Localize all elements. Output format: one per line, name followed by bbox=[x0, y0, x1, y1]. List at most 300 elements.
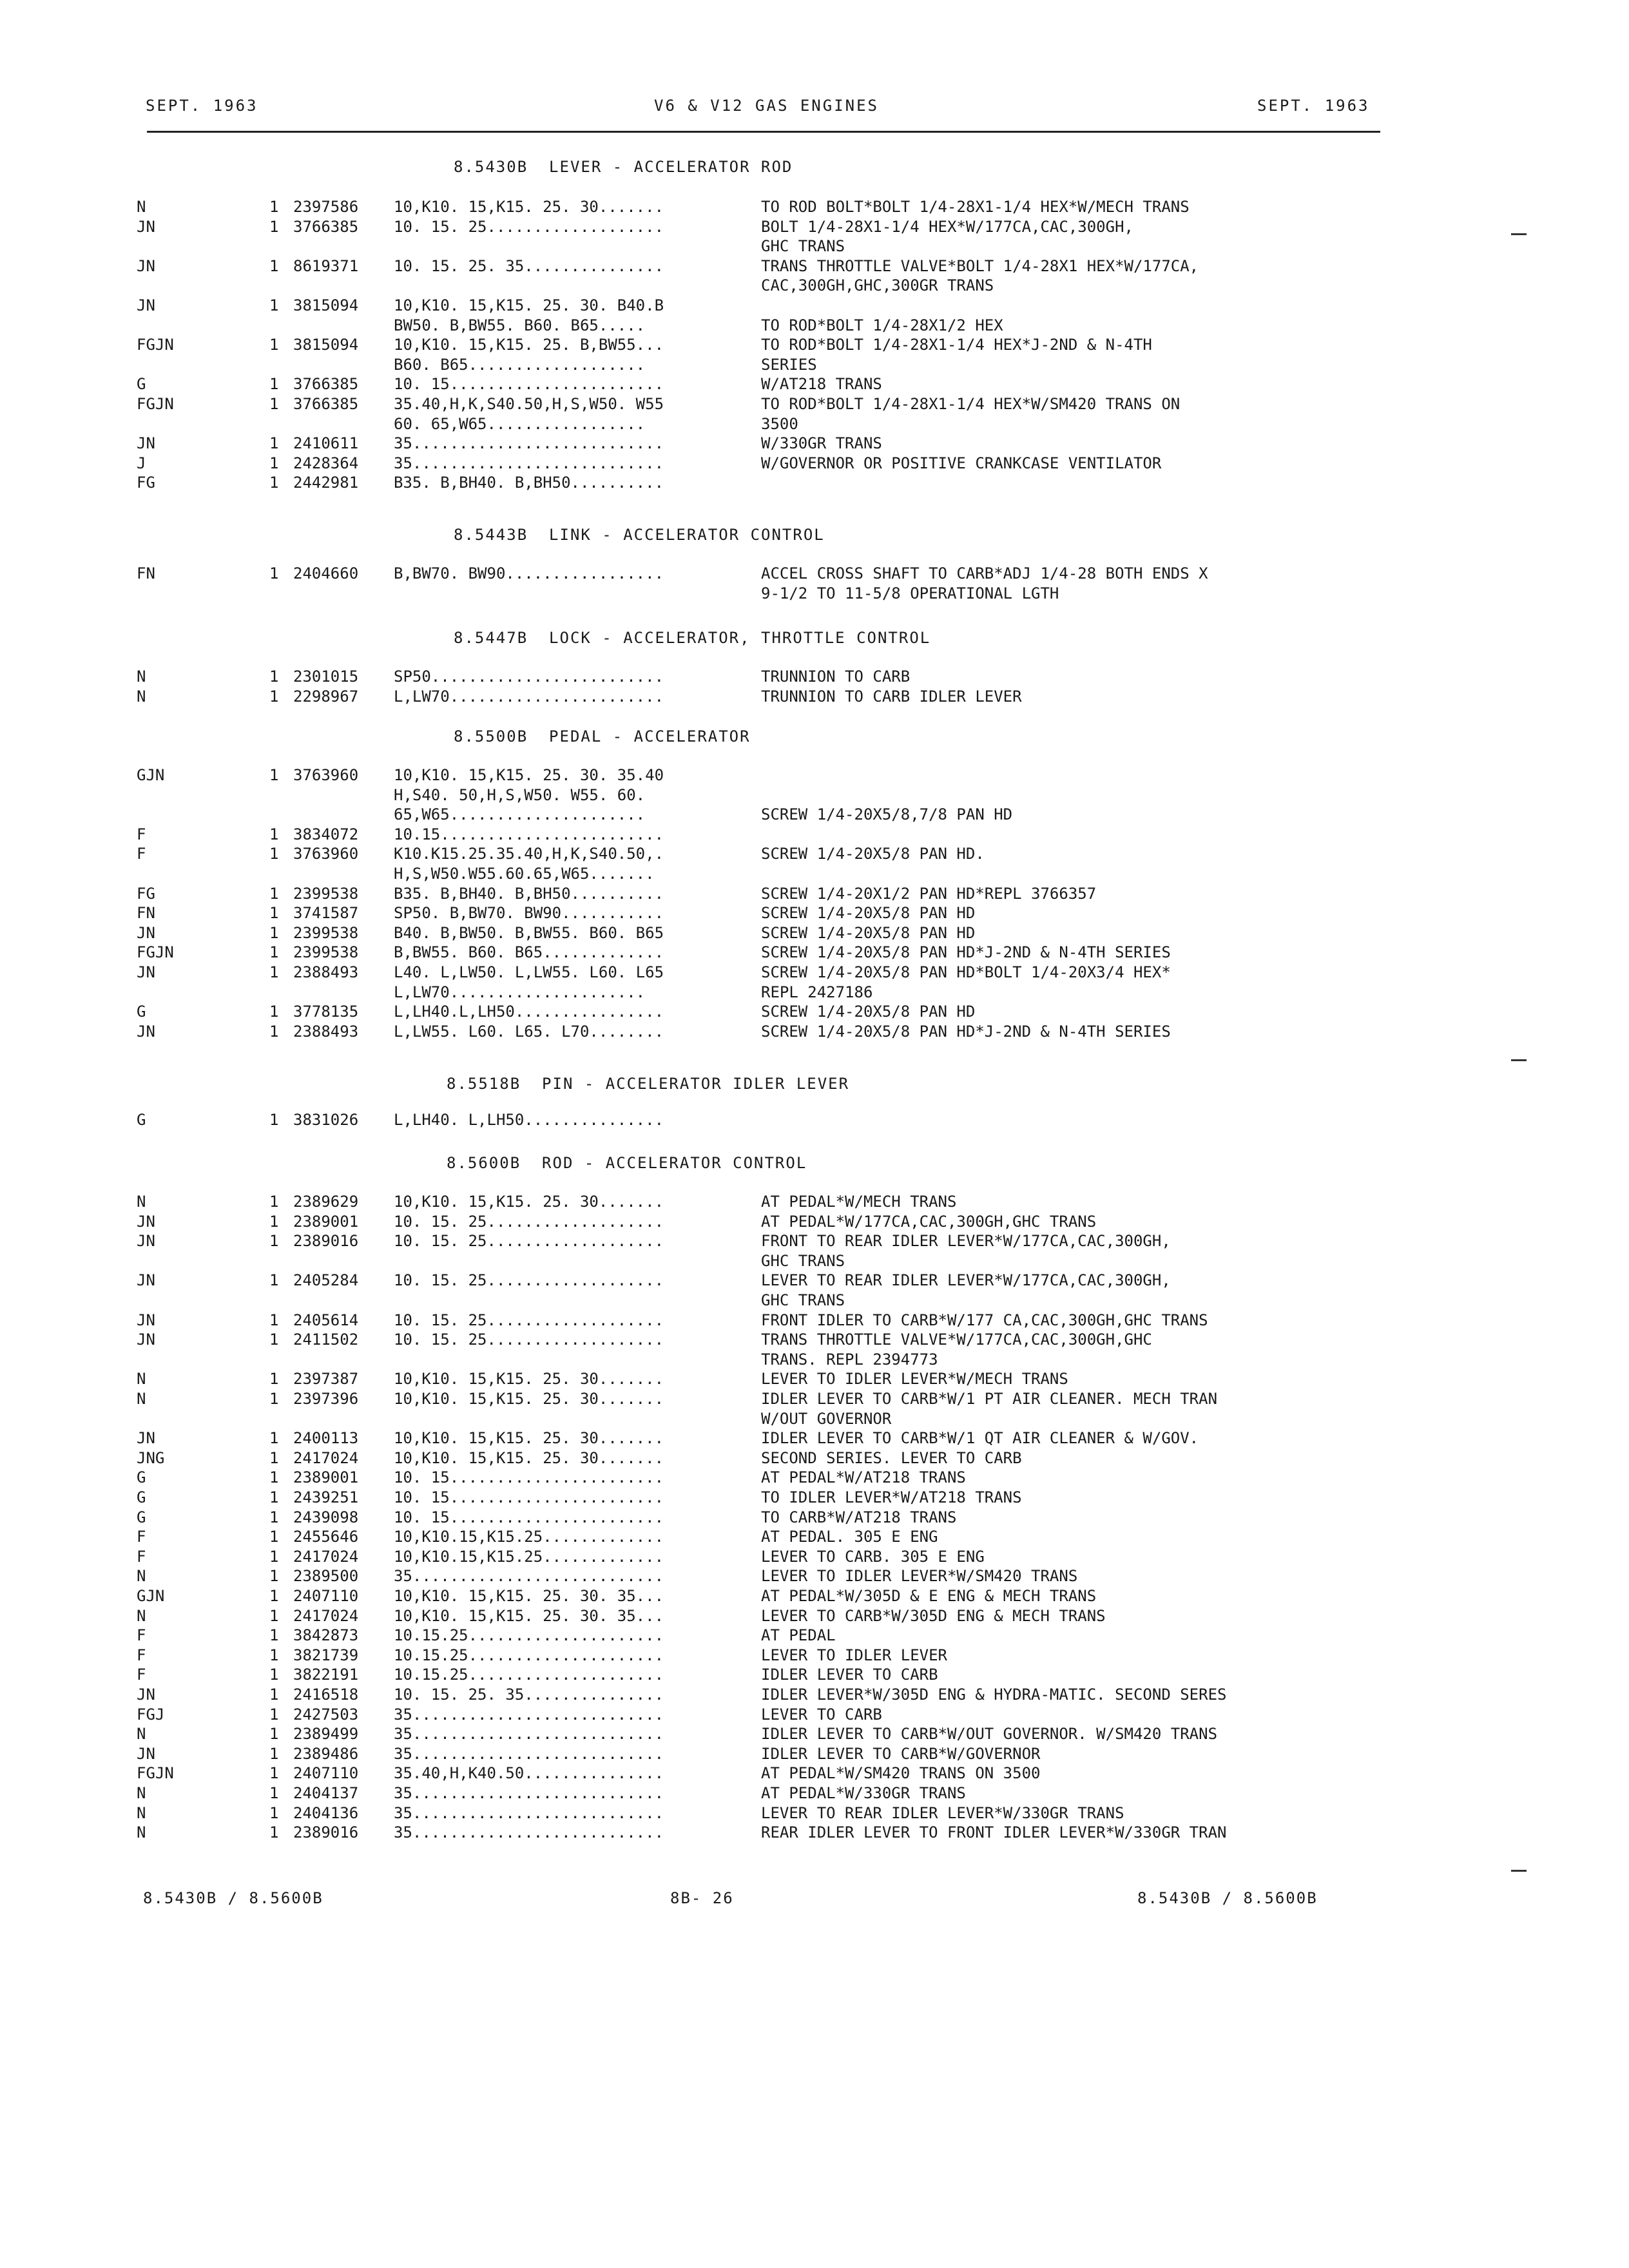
model-list: 10. 15. 25................... bbox=[394, 1232, 664, 1251]
quantity: 1 bbox=[269, 1646, 279, 1664]
part-description: FRONT IDLER TO CARB*W/177 CA,CAC,300GH,GHC TRANS bbox=[761, 1311, 1208, 1329]
model-list: 10. 15. 25. 35............... bbox=[394, 256, 664, 275]
header-title: V6 & V12 GAS ENGINES bbox=[654, 97, 879, 115]
usage-code: G bbox=[137, 1508, 146, 1526]
part-number: 2389499 bbox=[293, 1725, 359, 1744]
quantity: 1 bbox=[269, 1111, 279, 1129]
part-row bbox=[0, 1548, 1629, 1568]
quantity: 1 bbox=[269, 825, 279, 843]
part-number: 3815094 bbox=[293, 296, 359, 314]
usage-code: GJN bbox=[137, 766, 165, 784]
part-number: 8619371 bbox=[293, 256, 359, 275]
quantity: 1 bbox=[269, 1468, 279, 1487]
part-row bbox=[0, 845, 1629, 865]
part-number: 2428364 bbox=[293, 454, 359, 472]
model-list: 10,K10. 15,K15. 25. B,BW55... bbox=[394, 336, 664, 354]
header-rule bbox=[147, 131, 1380, 133]
part-row bbox=[0, 668, 1629, 687]
part-description: IDLER LEVER TO CARB*W/1 PT AIR CLEANER. MECH TRAN bbox=[761, 1390, 1218, 1408]
usage-code: JN bbox=[137, 1429, 155, 1448]
part-description: AT PEDAL bbox=[761, 1626, 836, 1645]
part-row bbox=[0, 825, 1629, 845]
model-list: 35........................... bbox=[394, 434, 664, 453]
part-description: CAC,300GH,GHC,300GR TRANS bbox=[761, 276, 994, 295]
part-description: SCREW 1/4-20X5/8 PAN HD bbox=[761, 923, 976, 942]
part-description: BOLT 1/4-28X1-1/4 HEX*W/177CA,CAC,300GH, bbox=[761, 217, 1133, 236]
model-list: L,LH40.L,LH50................ bbox=[394, 1003, 664, 1021]
usage-code: N bbox=[137, 1823, 146, 1842]
usage-code: JN bbox=[137, 1271, 155, 1290]
part-number: 3763960 bbox=[293, 845, 359, 863]
model-list: B35. B,BH40. B,BH50.......... bbox=[394, 884, 664, 903]
part-number: 2417024 bbox=[293, 1448, 359, 1467]
part-description: GHC TRANS bbox=[761, 1291, 845, 1309]
model-list: 10. 15....................... bbox=[394, 1488, 664, 1506]
part-row bbox=[0, 1488, 1629, 1508]
model-list: K10.K15.25.35.40,H,K,S40.50,. bbox=[394, 845, 664, 863]
part-row bbox=[0, 1528, 1629, 1548]
part-description: ACCEL CROSS SHAFT TO CARB*ADJ 1/4-28 BOTH ENDS X bbox=[761, 564, 1208, 582]
model-list: 10,K10.15,K15.25............. bbox=[394, 1547, 664, 1566]
usage-code: JN bbox=[137, 1232, 155, 1251]
part-row bbox=[0, 395, 1629, 415]
part-description: IDLER LEVER TO CARB*W/GOVERNOR bbox=[761, 1744, 1041, 1763]
part-description: W/330GR TRANS bbox=[761, 434, 882, 453]
part-description: IDLER LEVER TO CARB*W/OUT GOVERNOR. W/SM420 TRANS bbox=[761, 1725, 1218, 1744]
model-list: 10,K10. 15,K15. 25. 30. 35.40 bbox=[394, 766, 664, 784]
part-row bbox=[0, 687, 1629, 707]
part-number: 2389486 bbox=[293, 1744, 359, 1763]
part-row bbox=[0, 1232, 1629, 1252]
quantity: 1 bbox=[269, 1823, 279, 1842]
model-list: B,BW55. B60. B65............. bbox=[394, 943, 664, 962]
part-number: 3842873 bbox=[293, 1626, 359, 1645]
model-list: 10,K10. 15,K15. 25. 30....... bbox=[394, 1448, 664, 1467]
quantity: 1 bbox=[269, 1193, 279, 1211]
header-date-right: SEPT. 1963 bbox=[1257, 97, 1370, 115]
part-number: 2407110 bbox=[293, 1587, 359, 1605]
section-title: 8.5447B LOCK - ACCELERATOR, THROTTLE CONTROL bbox=[454, 629, 931, 647]
part-description: LEVER TO REAR IDLER LEVER*W/177CA,CAC,300GH, bbox=[761, 1271, 1171, 1290]
quantity: 1 bbox=[269, 1212, 279, 1231]
quantity: 1 bbox=[269, 1508, 279, 1526]
model-list: 35........................... bbox=[394, 1803, 664, 1822]
quantity: 1 bbox=[269, 1744, 279, 1763]
part-description: SCREW 1/4-20X5/8 PAN HD. bbox=[761, 845, 985, 863]
quantity: 1 bbox=[269, 884, 279, 903]
quantity: 1 bbox=[269, 668, 279, 686]
part-number: 2397396 bbox=[293, 1390, 359, 1408]
part-row bbox=[0, 1804, 1629, 1824]
quantity: 1 bbox=[269, 1331, 279, 1349]
section-title: 8.5430B LEVER - ACCELERATOR ROD bbox=[454, 158, 793, 176]
part-row bbox=[0, 1252, 1629, 1272]
part-row bbox=[0, 943, 1629, 963]
usage-code: GJN bbox=[137, 1587, 165, 1605]
model-list: 10. 15. 25................... bbox=[394, 1212, 664, 1231]
part-description: LEVER TO CARB*W/305D ENG & MECH TRANS bbox=[761, 1606, 1106, 1625]
part-row bbox=[0, 1764, 1629, 1784]
part-description: 9-1/2 TO 11-5/8 OPERATIONAL LGTH bbox=[761, 584, 1059, 602]
usage-code: JN bbox=[137, 923, 155, 942]
model-list: 35.40,H,K40.50............... bbox=[394, 1764, 664, 1783]
part-number: 2455646 bbox=[293, 1528, 359, 1546]
part-description: TO ROD*BOLT 1/4-28X1-1/4 HEX*W/SM420 TRANS ON bbox=[761, 395, 1181, 413]
part-number: 2389016 bbox=[293, 1232, 359, 1251]
part-number: 2388493 bbox=[293, 1022, 359, 1041]
usage-code: JN bbox=[137, 217, 155, 236]
model-list: 35........................... bbox=[394, 1567, 664, 1586]
model-list: 10,K10. 15,K15. 25. 30....... bbox=[394, 1390, 664, 1408]
usage-code: N bbox=[137, 1567, 146, 1586]
part-description: LEVER TO IDLER LEVER bbox=[761, 1646, 947, 1664]
part-number: 3766385 bbox=[293, 395, 359, 413]
part-row bbox=[0, 786, 1629, 806]
quantity: 1 bbox=[269, 1803, 279, 1822]
model-list: L40. L,LW50. L,LW55. L60. L65 bbox=[394, 963, 664, 981]
quantity: 1 bbox=[269, 766, 279, 784]
part-row bbox=[0, 1468, 1629, 1488]
part-row bbox=[0, 1311, 1629, 1331]
part-number: 2404137 bbox=[293, 1784, 359, 1802]
usage-code: JN bbox=[137, 434, 155, 453]
usage-code: JN bbox=[137, 296, 155, 314]
quantity: 1 bbox=[269, 845, 279, 863]
usage-code: N bbox=[137, 1370, 146, 1389]
quantity: 1 bbox=[269, 1764, 279, 1783]
quantity: 1 bbox=[269, 1547, 279, 1566]
quantity: 1 bbox=[269, 1311, 279, 1329]
model-list: 10. 15....................... bbox=[394, 375, 664, 394]
quantity: 1 bbox=[269, 1606, 279, 1625]
part-row bbox=[0, 1350, 1629, 1370]
model-list: 10,K10. 15,K15. 25. 30....... bbox=[394, 1370, 664, 1389]
quantity: 1 bbox=[269, 1232, 279, 1251]
part-row bbox=[0, 336, 1629, 356]
part-row bbox=[0, 1508, 1629, 1528]
section-title: 8.5500B PEDAL - ACCELERATOR bbox=[454, 727, 751, 745]
part-description: W/AT218 TRANS bbox=[761, 375, 882, 394]
quantity: 1 bbox=[269, 1528, 279, 1546]
part-number: 2389001 bbox=[293, 1212, 359, 1231]
part-number: 2389629 bbox=[293, 1193, 359, 1211]
model-list: 10,K10. 15,K15. 25. 30....... bbox=[394, 198, 664, 216]
part-number: 3821739 bbox=[293, 1646, 359, 1664]
usage-code: FGJN bbox=[137, 943, 174, 962]
part-row bbox=[0, 375, 1629, 395]
part-row bbox=[0, 963, 1629, 983]
part-row bbox=[0, 1706, 1629, 1725]
part-row bbox=[0, 564, 1629, 584]
model-list: 35........................... bbox=[394, 1705, 664, 1724]
part-row bbox=[0, 1823, 1629, 1843]
part-number: 2404660 bbox=[293, 564, 359, 582]
quantity: 1 bbox=[269, 564, 279, 582]
usage-code: FN bbox=[137, 904, 155, 923]
usage-code: F bbox=[137, 1626, 146, 1645]
part-number: 2400113 bbox=[293, 1429, 359, 1448]
quantity: 1 bbox=[269, 198, 279, 216]
model-list: 10. 15. 25................... bbox=[394, 1311, 664, 1329]
part-description: TRANS THROTTLE VALVE*W/177CA,CAC,300GH,GHC bbox=[761, 1331, 1152, 1349]
part-number: 2397586 bbox=[293, 198, 359, 216]
part-number: 2405614 bbox=[293, 1311, 359, 1329]
quantity: 1 bbox=[269, 454, 279, 472]
part-row bbox=[0, 1725, 1629, 1745]
quantity: 1 bbox=[269, 1390, 279, 1408]
usage-code: JN bbox=[137, 963, 155, 981]
part-description: W/OUT GOVERNOR bbox=[761, 1409, 892, 1428]
part-row bbox=[0, 198, 1629, 218]
part-row bbox=[0, 1370, 1629, 1390]
usage-code: JN bbox=[137, 1311, 155, 1329]
part-number: 3766385 bbox=[293, 217, 359, 236]
footer-section-range-right: 8.5430B / 8.5600B bbox=[1137, 1889, 1318, 1907]
part-row bbox=[0, 1410, 1629, 1430]
part-row bbox=[0, 885, 1629, 905]
quantity: 1 bbox=[269, 1686, 279, 1704]
part-description: SCREW 1/4-20X5/8,7/8 PAN HD bbox=[761, 805, 1013, 824]
part-row bbox=[0, 983, 1629, 1003]
quantity: 1 bbox=[269, 963, 279, 981]
part-description: LEVER TO CARB. 305 E ENG bbox=[761, 1547, 985, 1566]
part-row bbox=[0, 1449, 1629, 1469]
model-list: L,LW70....................... bbox=[394, 687, 664, 706]
section-title: 8.5443B LINK - ACCELERATOR CONTROL bbox=[454, 526, 825, 544]
model-list: B,BW70. BW90................. bbox=[394, 564, 664, 582]
part-description: SECOND SERIES. LEVER TO CARB bbox=[761, 1448, 1022, 1467]
part-description: 3500 bbox=[761, 414, 798, 433]
part-description: TRANS. REPL 2394773 bbox=[761, 1350, 938, 1369]
part-number: 3822191 bbox=[293, 1666, 359, 1684]
part-number: 2388493 bbox=[293, 963, 359, 981]
part-description: AT PEDAL*W/MECH TRANS bbox=[761, 1193, 957, 1211]
usage-code: JN bbox=[137, 1331, 155, 1349]
part-description: SCREW 1/4-20X5/8 PAN HD*J-2ND & N-4TH SERIES bbox=[761, 1022, 1171, 1041]
model-list: 35.40,H,K,S40.50,H,S,W50. W55 bbox=[394, 395, 664, 413]
part-description: LEVER TO IDLER LEVER*W/SM420 TRANS bbox=[761, 1567, 1078, 1586]
usage-code: JN bbox=[137, 1744, 155, 1763]
model-list: B60. B65................... bbox=[394, 355, 646, 374]
part-number: 2427503 bbox=[293, 1705, 359, 1724]
part-description: TO CARB*W/AT218 TRANS bbox=[761, 1508, 957, 1526]
model-list: 10,K10. 15,K15. 25. 30. B40.B bbox=[394, 296, 664, 314]
part-description: TO ROD*BOLT 1/4-28X1-1/4 HEX*J-2ND & N-4TH bbox=[761, 336, 1152, 354]
part-row bbox=[0, 1271, 1629, 1291]
margin-mark bbox=[1511, 1870, 1527, 1872]
part-description: AT PEDAL*W/305D & E ENG & MECH TRANS bbox=[761, 1587, 1097, 1605]
quantity: 1 bbox=[269, 1488, 279, 1506]
quantity: 1 bbox=[269, 1003, 279, 1021]
part-row bbox=[0, 1784, 1629, 1804]
part-row bbox=[0, 237, 1629, 257]
part-row bbox=[0, 1291, 1629, 1311]
model-list: 10.15.25..................... bbox=[394, 1646, 664, 1664]
usage-code: N bbox=[137, 198, 146, 216]
part-number: 2399538 bbox=[293, 923, 359, 942]
usage-code: JNG bbox=[137, 1448, 165, 1467]
part-number: 2439098 bbox=[293, 1508, 359, 1526]
part-row bbox=[0, 1646, 1629, 1666]
part-description: AT PEDAL*W/SM420 TRANS ON 3500 bbox=[761, 1764, 1041, 1783]
model-list: 65,W65..................... bbox=[394, 805, 646, 824]
part-row bbox=[0, 1567, 1629, 1587]
quantity: 1 bbox=[269, 1429, 279, 1448]
model-list: SP50......................... bbox=[394, 668, 664, 686]
model-list: H,S,W50.W55.60.65,W65....... bbox=[394, 865, 655, 883]
usage-code: F bbox=[137, 825, 146, 843]
quantity: 1 bbox=[269, 395, 279, 413]
quantity: 1 bbox=[269, 1370, 279, 1389]
part-number: 2301015 bbox=[293, 668, 359, 686]
part-row bbox=[0, 218, 1629, 238]
part-row bbox=[0, 924, 1629, 944]
usage-code: FN bbox=[137, 564, 155, 582]
usage-code: JN bbox=[137, 256, 155, 275]
usage-code: J bbox=[137, 454, 146, 472]
part-row bbox=[0, 1429, 1629, 1449]
part-description: REPL 2427186 bbox=[761, 983, 873, 1001]
model-list: 35........................... bbox=[394, 1784, 664, 1802]
part-description: TRUNNION TO CARB bbox=[761, 668, 911, 686]
part-number: 2404136 bbox=[293, 1803, 359, 1822]
quantity: 1 bbox=[269, 1626, 279, 1645]
part-description: GHC TRANS bbox=[761, 1251, 845, 1270]
usage-code: G bbox=[137, 1003, 146, 1021]
part-description: TO ROD BOLT*BOLT 1/4-28X1-1/4 HEX*W/MECH TRANS bbox=[761, 198, 1190, 216]
model-list: B40. B,BW50. B,BW55. B60. B65 bbox=[394, 923, 664, 942]
quantity: 1 bbox=[269, 1448, 279, 1467]
usage-code: N bbox=[137, 1390, 146, 1408]
part-description: FRONT TO REAR IDLER LEVER*W/177CA,CAC,300GH, bbox=[761, 1232, 1171, 1251]
part-row bbox=[0, 805, 1629, 825]
part-number: 3763960 bbox=[293, 766, 359, 784]
quantity: 1 bbox=[269, 375, 279, 394]
model-list: 10,K10. 15,K15. 25. 30. 35... bbox=[394, 1587, 664, 1605]
part-row bbox=[0, 1331, 1629, 1350]
footer-section-range-left: 8.5430B / 8.5600B bbox=[143, 1889, 323, 1907]
part-number: 2389016 bbox=[293, 1823, 359, 1842]
part-description: LEVER TO IDLER LEVER*W/MECH TRANS bbox=[761, 1370, 1068, 1389]
usage-code: FGJN bbox=[137, 1764, 174, 1783]
usage-code: FGJN bbox=[137, 395, 174, 413]
usage-code: N bbox=[137, 1193, 146, 1211]
part-number: 3831026 bbox=[293, 1111, 359, 1129]
part-number: 3766385 bbox=[293, 375, 359, 394]
model-list: L,LW55. L60. L65. L70........ bbox=[394, 1022, 664, 1041]
usage-code: N bbox=[137, 1803, 146, 1822]
usage-code: G bbox=[137, 1488, 146, 1506]
model-list: 35........................... bbox=[394, 1725, 664, 1744]
model-list: BW50. B,BW55. B60. B65..... bbox=[394, 316, 646, 334]
model-list: 10.15.25..................... bbox=[394, 1626, 664, 1645]
part-number: 2410611 bbox=[293, 434, 359, 453]
part-description: SERIES bbox=[761, 355, 817, 374]
model-list: H,S40. 50,H,S,W50. W55. 60. bbox=[394, 785, 646, 804]
part-description: GHC TRANS bbox=[761, 237, 845, 256]
quantity: 1 bbox=[269, 296, 279, 314]
model-list: B35. B,BH40. B,BH50.......... bbox=[394, 474, 664, 492]
part-description: TO IDLER LEVER*W/AT218 TRANS bbox=[761, 1488, 1022, 1506]
usage-code: F bbox=[137, 1528, 146, 1546]
quantity: 1 bbox=[269, 1587, 279, 1605]
margin-mark bbox=[1511, 233, 1527, 235]
part-row bbox=[0, 1745, 1629, 1765]
part-number: 3834072 bbox=[293, 825, 359, 843]
part-number: 2298967 bbox=[293, 687, 359, 706]
part-number: 2399538 bbox=[293, 884, 359, 903]
model-list: 10. 15. 25................... bbox=[394, 1271, 664, 1290]
quantity: 1 bbox=[269, 434, 279, 453]
model-list: 10. 15. 25. 35............... bbox=[394, 1686, 664, 1704]
usage-code: F bbox=[137, 1646, 146, 1664]
quantity: 1 bbox=[269, 217, 279, 236]
part-row bbox=[0, 296, 1629, 316]
part-number: 2389001 bbox=[293, 1468, 359, 1487]
part-description: LEVER TO CARB bbox=[761, 1705, 882, 1724]
usage-code: N bbox=[137, 668, 146, 686]
quantity: 1 bbox=[269, 1567, 279, 1586]
part-row bbox=[0, 257, 1629, 277]
part-number: 3815094 bbox=[293, 336, 359, 354]
usage-code: N bbox=[137, 1725, 146, 1744]
part-number: 2439251 bbox=[293, 1488, 359, 1506]
model-list: 10,K10. 15,K15. 25. 30....... bbox=[394, 1193, 664, 1211]
part-row bbox=[0, 1111, 1629, 1131]
part-row bbox=[0, 454, 1629, 474]
quantity: 1 bbox=[269, 1666, 279, 1684]
part-description: SCREW 1/4-20X5/8 PAN HD*BOLT 1/4-20X3/4 HEX* bbox=[761, 963, 1171, 981]
part-row bbox=[0, 1626, 1629, 1646]
usage-code: JN bbox=[137, 1212, 155, 1231]
part-description: REAR IDLER LEVER TO FRONT IDLER LEVER*W/330GR TRAN bbox=[761, 1823, 1227, 1842]
model-list: L,LW70..................... bbox=[394, 983, 646, 1001]
part-number: 3778135 bbox=[293, 1003, 359, 1021]
part-description: SCREW 1/4-20X1/2 PAN HD*REPL 3766357 bbox=[761, 884, 1097, 903]
quantity: 1 bbox=[269, 336, 279, 354]
model-list: 10.15........................ bbox=[394, 825, 664, 843]
model-list: 10. 15. 25................... bbox=[394, 217, 664, 236]
quantity: 1 bbox=[269, 943, 279, 962]
part-row bbox=[0, 356, 1629, 376]
part-description: TO ROD*BOLT 1/4-28X1/2 HEX bbox=[761, 316, 1003, 334]
model-list: 35........................... bbox=[394, 454, 664, 472]
part-description: W/GOVERNOR OR POSITIVE CRANKCASE VENTILATOR bbox=[761, 454, 1162, 472]
part-number: 2417024 bbox=[293, 1606, 359, 1625]
part-row bbox=[0, 1023, 1629, 1043]
usage-code: N bbox=[137, 1784, 146, 1802]
quantity: 1 bbox=[269, 1271, 279, 1290]
header-date-left: SEPT. 1963 bbox=[146, 97, 258, 115]
part-row bbox=[0, 904, 1629, 924]
part-row bbox=[0, 1607, 1629, 1627]
part-row bbox=[0, 474, 1629, 494]
part-number: 2442981 bbox=[293, 474, 359, 492]
quantity: 1 bbox=[269, 1022, 279, 1041]
quantity: 1 bbox=[269, 904, 279, 923]
footer-page-number: 8B- 26 bbox=[670, 1889, 734, 1907]
part-description: LEVER TO REAR IDLER LEVER*W/330GR TRANS bbox=[761, 1803, 1124, 1822]
part-row bbox=[0, 865, 1629, 885]
part-number: 2397387 bbox=[293, 1370, 359, 1389]
part-description: IDLER LEVER TO CARB bbox=[761, 1666, 938, 1684]
part-number: 2411502 bbox=[293, 1331, 359, 1349]
part-description: AT PEDAL*W/177CA,CAC,300GH,GHC TRANS bbox=[761, 1212, 1097, 1231]
part-row bbox=[0, 434, 1629, 454]
part-row bbox=[0, 415, 1629, 435]
part-row bbox=[0, 1666, 1629, 1686]
usage-code: FGJ bbox=[137, 1705, 165, 1724]
